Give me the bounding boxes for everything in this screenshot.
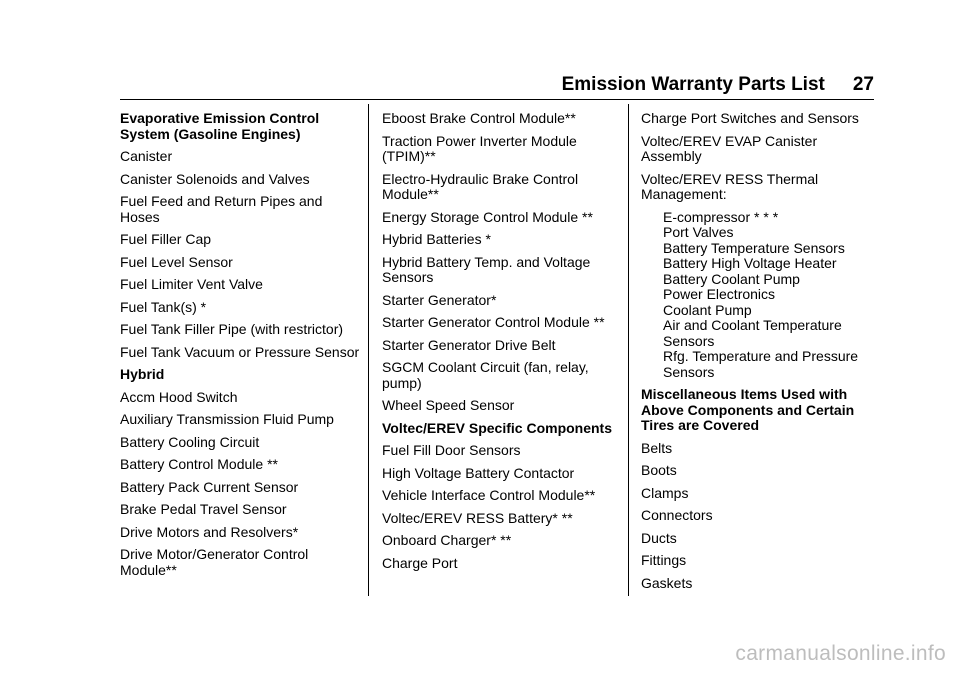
part-list-item: Onboard Charger* **: [382, 532, 512, 548]
part-list-item: Boots: [641, 462, 677, 478]
part-list-item: Fittings: [641, 552, 687, 568]
part-list-item: Electro-Hydraulic Brake Control Module**: [382, 170, 579, 202]
part-list-item: Fuel Filler Cap: [120, 231, 212, 247]
part-list-item: Eboost Brake Control Module**: [382, 110, 576, 126]
part-list-item: Wheel Speed Sensor: [382, 397, 515, 413]
column-divider-2: [628, 104, 629, 596]
part-list-item: Canister Solenoids and Valves: [120, 170, 310, 187]
part-list-item: Fuel Tank(s) *: [120, 298, 207, 315]
sub-list-item: Battery High Voltage Heater: [663, 255, 837, 271]
sub-list-item: Power Electronics: [663, 286, 776, 302]
part-list-item: Energy Storage Control Module **: [382, 208, 593, 225]
part-list-item: Starter Generator Control Module **: [382, 314, 605, 330]
part-list-item: Belts: [641, 439, 673, 456]
part-list-item: Hybrid Battery Temp. and Voltage Sensors: [382, 253, 591, 285]
part-list-item: Drive Motor/Generator Control Module**: [120, 546, 309, 578]
column-1: [120, 111, 360, 585]
part-list-item: Fuel Fill Door Sensors: [382, 442, 521, 458]
column-3: [641, 111, 875, 598]
part-list-item: Accm Hood Switch: [120, 388, 238, 405]
part-list-item: Charge Port: [382, 554, 458, 571]
part-list-item: Fuel Level Sensor: [120, 253, 233, 270]
part-list-item: Fuel Feed and Return Pipes and Hoses: [120, 193, 323, 225]
part-list-item: Battery Pack Current Sensor: [120, 478, 299, 495]
part-list-item: Starter Generator*: [382, 291, 497, 308]
sub-list-item: Battery Coolant Pump: [663, 270, 800, 287]
sub-list-item: Port Valves: [663, 224, 734, 240]
part-list-item: Auxiliary Transmission Fluid Pump: [120, 411, 334, 427]
part-list-item: Voltec/EREV EVAP Canister Assembly: [641, 132, 818, 164]
column-divider-1: [368, 104, 369, 596]
page-number: 27: [852, 74, 874, 95]
part-list-item: Charge Port Switches and Sensors: [641, 110, 859, 126]
part-list-item: Battery Cooling Circuit: [120, 433, 260, 450]
part-list-item: Fuel Tank Filler Pipe (with restrictor): [120, 321, 344, 337]
part-list-item: Fuel Limiter Vent Valve: [120, 276, 263, 292]
part-list-item: Battery Control Module **: [120, 456, 278, 472]
column-2: [382, 111, 618, 578]
section-heading: Voltec/EREV Specific Components: [382, 419, 613, 436]
part-list-item: High Voltage Battery Contactor: [382, 464, 575, 481]
sub-list-item: Coolant Pump: [663, 301, 752, 318]
part-list-item: Drive Motors and Resolvers*: [120, 523, 299, 540]
section-heading: Miscellaneous Items Used with Above Components and Certain Tires are Covered: [641, 386, 855, 433]
part-list-item: Hybrid Batteries *: [382, 231, 491, 247]
part-list-item: Traction Power Inverter Module (TPIM)**: [382, 132, 577, 164]
sub-list-item: Rfg. Temperature and Pressure Sensors: [663, 348, 859, 380]
part-list-item: Voltec/EREV RESS Battery* **: [382, 509, 573, 526]
part-list-item: SGCM Coolant Circuit (fan, relay, pump): [382, 359, 589, 391]
sub-list-item: Battery Temperature Sensors: [663, 239, 845, 256]
header-rule: [120, 99, 874, 100]
part-list-item: Voltec/EREV RESS Thermal Management:: [641, 170, 819, 202]
part-list-item: Fuel Tank Vacuum or Pressure Sensor: [120, 343, 360, 360]
part-list-item: Clamps: [641, 484, 689, 501]
section-heading: Evaporative Emission Control System (Gasoline Engines): [120, 110, 320, 142]
part-list-item: Canister: [120, 148, 173, 164]
page-header: [80, 68, 874, 96]
section-heading: Hybrid: [120, 366, 165, 382]
part-list-item: Vehicle Interface Control Module**: [382, 487, 596, 503]
sub-list-item: E-compressor * * *: [663, 208, 779, 225]
sub-list: [663, 210, 875, 381]
part-list-item: Starter Generator Drive Belt: [382, 336, 556, 353]
part-list-item: Connectors: [641, 507, 713, 523]
watermark-text: carmanualsonline.info: [735, 642, 946, 665]
part-list-item: Gaskets: [641, 574, 693, 591]
part-list-item: Ducts: [641, 529, 677, 546]
part-list-item: Brake Pedal Travel Sensor: [120, 501, 287, 517]
sub-list-item: Air and Coolant Temperature Sensors: [663, 317, 842, 349]
page-title: Emission Warranty Parts List: [561, 74, 825, 95]
